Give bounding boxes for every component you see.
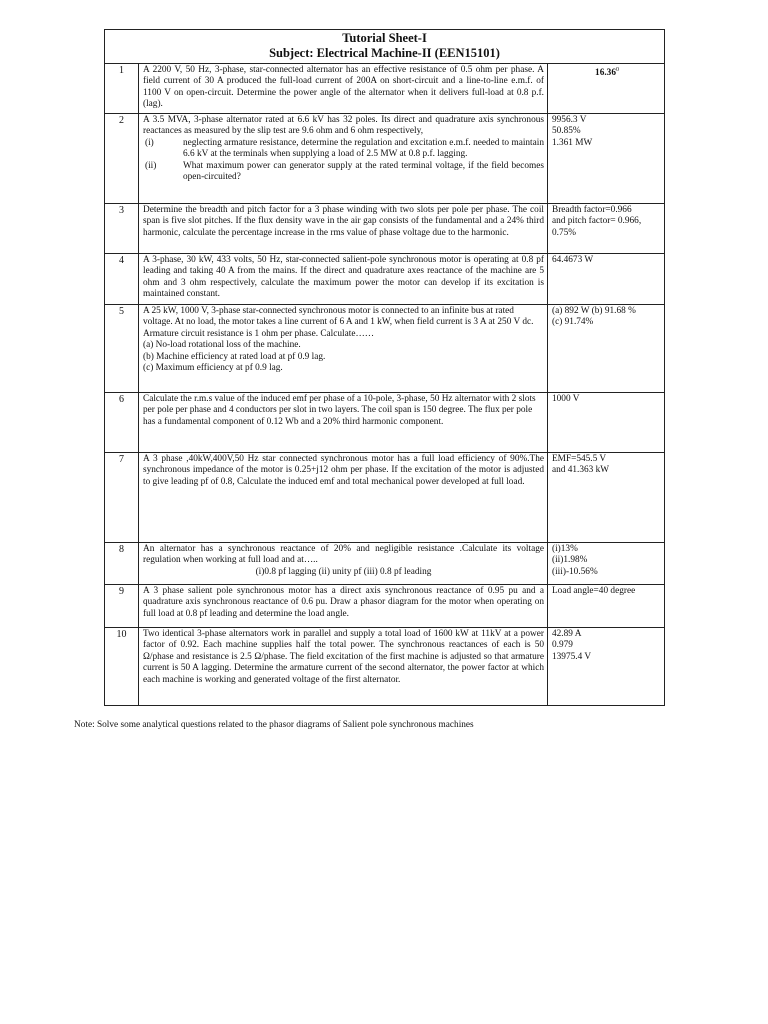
- question-number: 3: [105, 204, 139, 254]
- questions-table: [104, 29, 665, 706]
- sub-question: [143, 138, 544, 161]
- question-number: 4: [105, 254, 139, 305]
- answer-line: (c) 91.74%: [552, 317, 594, 328]
- question-text: [139, 543, 548, 585]
- question-number: 7: [105, 453, 139, 543]
- answer-line: Breadth factor=0.966: [552, 205, 632, 215]
- question-row-1: [105, 64, 665, 114]
- question-text: [139, 305, 548, 393]
- answer-cell: [548, 543, 665, 585]
- answer-line: 0.979: [552, 640, 573, 651]
- question-number: 9: [105, 585, 139, 628]
- question-line: (b) Machine efficiency at rated load at pf 0.9 lag.: [143, 351, 326, 362]
- question-line: (c) Maximum efficiency at pf 0.9 lag.: [143, 363, 283, 374]
- answer-cell: [548, 204, 665, 254]
- question-number: 5: [105, 305, 139, 393]
- question-text: [139, 114, 548, 204]
- answer-line: 64.4673 W: [552, 255, 594, 265]
- answer-cell: [548, 393, 665, 453]
- answer-line: EMF=545.5 V: [552, 454, 607, 464]
- answer-line: 50.85%: [552, 126, 581, 137]
- question-row-10: [105, 628, 665, 706]
- question-number: 10: [105, 628, 139, 706]
- sub-question: [143, 161, 544, 184]
- question-line: (a) No-load rotational loss of the machine.: [143, 340, 301, 351]
- question-text: Determine the breadth and pitch factor for a 3 phase winding with two slots per pole per phase. The coil span is five slot pitches. If the flux density wave in the air gap consists of the fundamental and a 24% third harmonic, calculate the percentage increase in the rms value of phase voltage due to the harmonic.: [139, 204, 548, 254]
- title-cell: [105, 30, 665, 64]
- question-row-9: [105, 585, 665, 628]
- question-row-6: [105, 393, 665, 453]
- answer-value: 16.36: [595, 68, 616, 78]
- question-intro: A 3.5 MVA, 3-phase alternator rated at 6.6 kV has 32 poles. Its direct and quadrature axis synchronous reactances as measured by the slip test are 9.6 ohm and 6 ohm respectively,: [143, 115, 544, 137]
- question-number: 1: [105, 64, 139, 114]
- footer-note: Note: Solve some analytical questions related to the phasor diagrams of Salient pole synchronous machines: [74, 720, 474, 730]
- answer-line: 0.75%: [552, 227, 577, 238]
- question-options: (i)0.8 pf lagging (ii) unity pf (iii) 0.8 pf leading: [255, 566, 432, 577]
- question-row-8: [105, 543, 665, 585]
- answer-cell: [548, 114, 665, 204]
- question-number: 8: [105, 543, 139, 585]
- tutorial-sheet: [104, 29, 664, 706]
- question-number: 2: [105, 114, 139, 204]
- question-number: 6: [105, 393, 139, 453]
- title-row: [105, 30, 665, 64]
- answer-line: (iii)-10.56%: [552, 566, 598, 577]
- answer-line: (ii)1.98%: [552, 555, 588, 566]
- question-row-7: [105, 453, 665, 543]
- answer-line: 13975.4 V: [552, 651, 592, 662]
- answer-line: 9956.3 V: [552, 115, 587, 125]
- answer-cell: [548, 64, 665, 114]
- sheet-subject: Subject: Electrical Machine-II (EEN15101): [269, 46, 500, 60]
- answer-line: 1000 V: [552, 394, 580, 404]
- question-text: A 3-phase, 30 kW, 433 volts, 50 Hz, star-connected salient-pole synchronous motor is operating at 0.8 pf leading and taking 40 A from the mains. If the direct and quadrature axes reactance of the machine are 5 ohm and 3 ohm respectively, calculate the maximum power the motor can develop if its excitation is maintained constant.: [139, 254, 548, 305]
- answer-cell: [548, 254, 665, 305]
- question-row-2: [105, 114, 665, 204]
- question-line: An alternator has a synchronous reactance of 20% and negligible resistance .Calculate its voltage regulation when working at full load and at…..: [143, 544, 544, 566]
- question-line: Armature circuit resistance is 1 ohm per phase. Calculate……: [143, 328, 375, 339]
- answer-cell: [548, 585, 665, 628]
- answer-cell: [548, 628, 665, 706]
- question-text: Two identical 3-phase alternators work in parallel and supply a total load of 1600 kW at 11kV at a power factor of 0.92. Each machine supplies half the total power. The synchronous reactances of each is 50 Ω/phase and resistance is 2.5 Ω/phase. The field excitation of the first machine is adjusted so that armature current is 50 A lagging. Determine the armature current of the second alternator, the power factor at which each machine is working and generated voltage of the first alternator.: [139, 628, 548, 706]
- question-text: A 3 phase salient pole synchronous motor has a direct axis synchronous reactance of 0.95 pu and a quadrature axis synchronous reactance of 0.6 pu. Draw a phasor diagram for the motor when operating on full load at 0.8 pf leading and determine the load angle.: [139, 585, 548, 628]
- answer-line: (a) 892 W (b) 91.68 %: [552, 306, 636, 316]
- sub-question-label: (i): [145, 137, 154, 148]
- sheet-title: Tutorial Sheet-I: [342, 31, 427, 45]
- question-text: A 2200 V, 50 Hz, 3-phase, star-connected alternator has an effective resistance of 0.5 ohm per phase. A field current of 30 A produced the full-load current of 200A on short-circuit and a line-to-line e.m.f. of 1100 V on open-circuit. Determine the power angle of the alternator when it delivers full-load at 0.8 p.f. (lag).: [139, 64, 548, 114]
- answer-cell: [548, 305, 665, 393]
- question-row-4: [105, 254, 665, 305]
- answer-line: (i)13%: [552, 544, 578, 554]
- question-text: Calculate the r.m.s value of the induced emf per phase of a 10-pole, 3-phase, 50 Hz alternator with 2 slots per pole per phase and 4 conductors per slot in two layers. The coil span is 150 degree. The flux per pole has a fundamental component of 0.12 Wb and a 20% third harmonic component.: [139, 393, 548, 453]
- answer-line: and 41.363 kW: [552, 465, 610, 476]
- degree-mark: 0: [615, 66, 619, 73]
- sub-question-text: neglecting armature resistance, determine the regulation and excitation e.m.f. needed to maintain 6.6 kV at the terminals when supplying a load of 2.5 MW at 0.8 p.f. lagging.: [183, 137, 544, 160]
- answer-cell: [548, 453, 665, 543]
- question-row-5: [105, 305, 665, 393]
- question-text: A 3 phase ,40kW,400V,50 Hz star connected synchronous motor has a full load efficiency of 90%.The synchronous impedance of the motor is 0.25+j12 ohm per phase. If the excitation of the motor is adjusted to give leading pf of 0.8, Calculate the induced emf and total mechanical power developed at full load.: [139, 453, 548, 543]
- answer-line: Load angle=40 degree: [552, 586, 636, 596]
- answer-line: 1.361 MW: [552, 137, 593, 148]
- question-line: A 25 kW, 1000 V, 3-phase star-connected synchronous motor is connected to an infinite bus at rated voltage. At no load, the motor takes a line current of 6 A and 1 kW, when field current is 3 A at 250 V dc.: [143, 306, 534, 328]
- question-row-3: [105, 204, 665, 254]
- answer-line: and pitch factor= 0.966,: [552, 216, 642, 227]
- answer-line: 42.89 A: [552, 629, 582, 639]
- sub-question-text: What maximum power can generator supply at the rated terminal voltage, if the field becomes open-circuited?: [183, 160, 544, 183]
- sub-question-label: (ii): [145, 160, 157, 171]
